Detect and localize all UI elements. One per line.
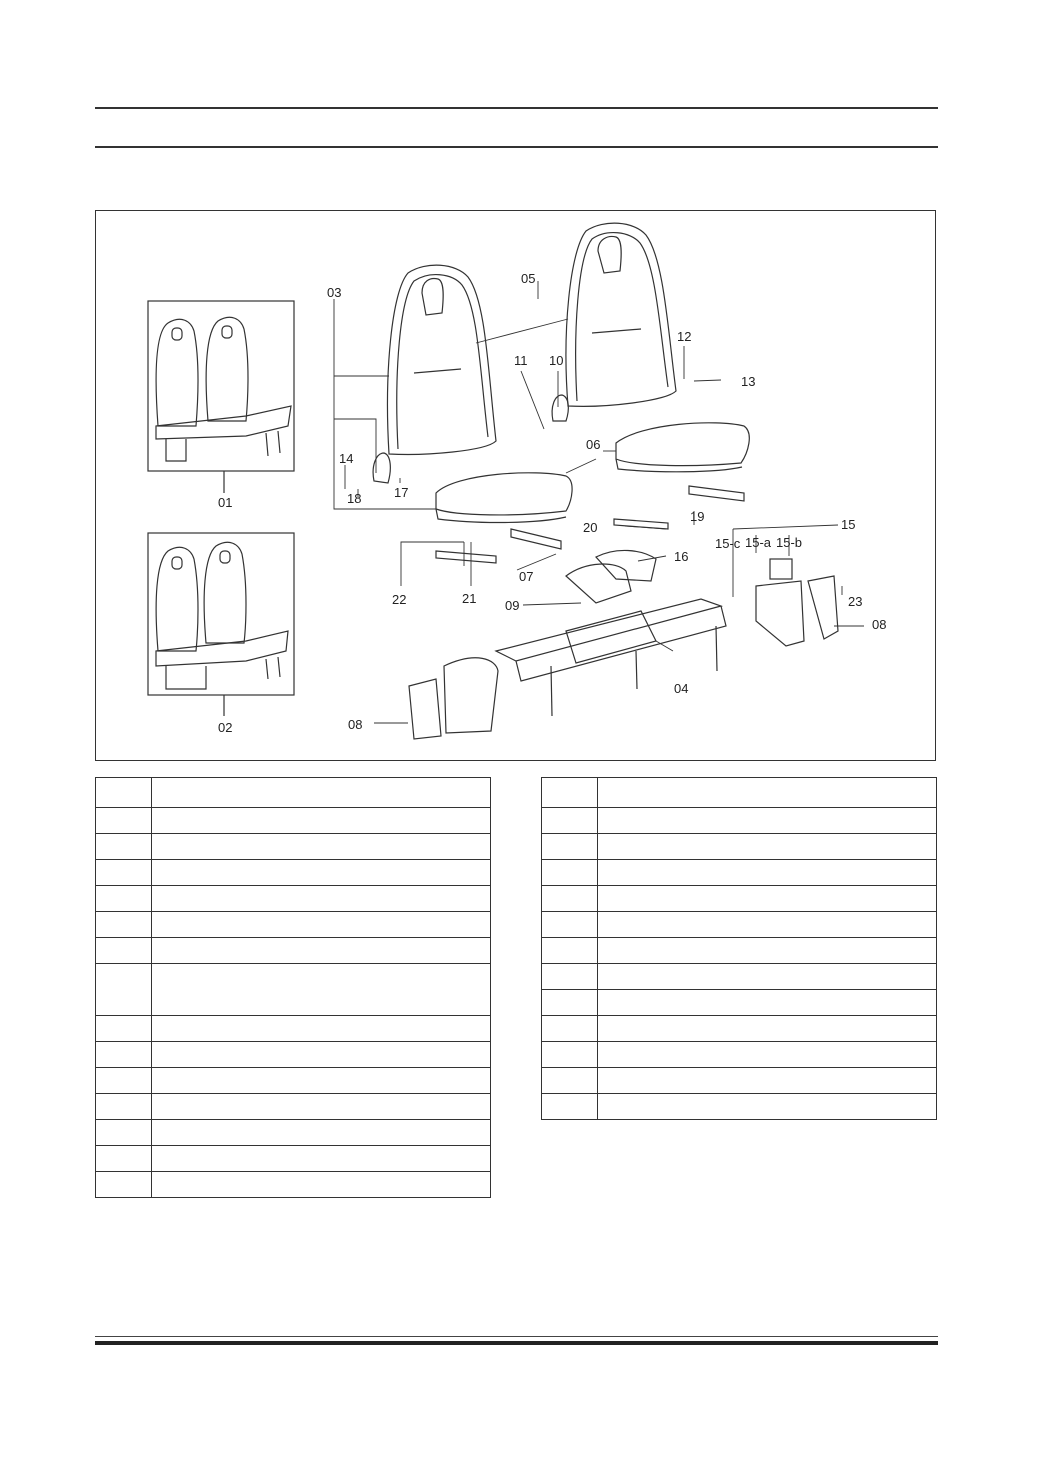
part-description-cell: [598, 1068, 937, 1094]
part-description-cell: [152, 1172, 491, 1198]
parts-table-row: [96, 834, 491, 860]
inset-box-01: [148, 301, 294, 471]
hinge-right: [552, 395, 568, 421]
callout-05: 05: [521, 271, 536, 286]
callout-04: 04: [674, 681, 689, 696]
part-number-cell: [542, 834, 598, 860]
side-panel-front: [444, 658, 498, 733]
callout-02: 02: [218, 720, 233, 735]
parts-table-row: [542, 912, 937, 938]
seat-pair-illustration-01: [156, 317, 291, 461]
center-cover: [566, 564, 631, 603]
callout-12: 12: [677, 329, 692, 344]
rail-right-b: [689, 486, 744, 501]
callout-19: 19: [690, 509, 705, 524]
parts-table-row: [542, 778, 937, 808]
part-description-cell: [598, 1094, 937, 1120]
part-number-cell: [96, 964, 152, 1016]
parts-table-row: [542, 938, 937, 964]
part-description-cell: [152, 1042, 491, 1068]
part-number-cell: [542, 1042, 598, 1068]
part-description-cell: [598, 834, 937, 860]
parts-table-row: [542, 1016, 937, 1042]
part-number-cell: [96, 1120, 152, 1146]
callout-09: 09: [505, 598, 520, 613]
rail-left-a: [436, 551, 496, 563]
parts-table-row: [96, 964, 491, 1016]
parts-table-row: [96, 860, 491, 886]
callout-22: 22: [392, 592, 407, 607]
side-panel-rear: [756, 581, 804, 646]
header-rule-bottom: [95, 146, 938, 148]
part-15b: [770, 559, 792, 579]
exploded-seat-diagram: [95, 210, 936, 761]
base-frame: [496, 599, 726, 716]
parts-table-row: [96, 808, 491, 834]
parts-table-row: [96, 778, 491, 808]
parts-table-row: [96, 1094, 491, 1120]
cover-16: [596, 550, 656, 581]
part-number-cell: [96, 1042, 152, 1068]
callout-17: 17: [394, 485, 409, 500]
part-number-cell: [96, 1094, 152, 1120]
callout-15-b: 15-b: [776, 535, 803, 550]
part-description-cell: [598, 990, 937, 1016]
left-seat-cushion: [436, 473, 572, 523]
parts-table-row: [542, 1094, 937, 1120]
part-description-cell: [152, 938, 491, 964]
callout-21: 21: [462, 591, 477, 606]
part-description-cell: [598, 1042, 937, 1068]
part-description-cell: [598, 860, 937, 886]
part-number-cell: [96, 886, 152, 912]
part-description-cell: [152, 1146, 491, 1172]
parts-table-right: [541, 777, 937, 1120]
footer-rule-thin: [95, 1336, 938, 1337]
part-number-cell: [542, 964, 598, 990]
part-description-cell: [152, 834, 491, 860]
callout-03: 03: [327, 285, 342, 300]
part-description-cell: [152, 1016, 491, 1042]
callout-16: 16: [674, 549, 689, 564]
part-number-cell: [96, 912, 152, 938]
right-backrest: [566, 223, 676, 406]
part-number-cell: [96, 938, 152, 964]
parts-table-row: [96, 886, 491, 912]
part-description-cell: [152, 1068, 491, 1094]
callout-08-front: 08: [348, 717, 363, 732]
part-number-cell: [96, 834, 152, 860]
parts-table-row: [96, 1068, 491, 1094]
callout-08-rear: 08: [872, 617, 887, 632]
side-trim-front: [409, 679, 441, 739]
parts-table-row: [542, 886, 937, 912]
part-number-cell: [542, 1016, 598, 1042]
callout-10: 10: [549, 353, 564, 368]
footer-rule-thick: [95, 1341, 938, 1345]
part-number-cell: [542, 1068, 598, 1094]
callout-11: 11: [514, 353, 528, 368]
right-seat-cushion: [616, 423, 749, 472]
callout-15-c: 15-c: [715, 536, 741, 551]
part-description-cell: [152, 1094, 491, 1120]
parts-table-row: [542, 1042, 937, 1068]
callout-15: 15: [841, 517, 856, 532]
parts-table-left: [95, 777, 491, 1198]
parts-table-row: [96, 1172, 491, 1198]
part-number-cell: [96, 860, 152, 886]
left-backrest: [388, 265, 496, 454]
part-number-cell: [96, 808, 152, 834]
part-description-cell: [598, 1016, 937, 1042]
parts-table-row: [542, 808, 937, 834]
diagram-canvas: [96, 211, 935, 760]
part-description-cell: [598, 778, 937, 808]
callout-13: 13: [741, 374, 756, 389]
part-description-cell: [152, 778, 491, 808]
callout-07: 07: [519, 569, 534, 584]
part-description-cell: [598, 964, 937, 990]
parts-table-row: [96, 1042, 491, 1068]
parts-table-row: [542, 860, 937, 886]
callout-23: 23: [848, 594, 863, 609]
part-description-cell: [152, 912, 491, 938]
parts-table-row: [96, 1016, 491, 1042]
header-rule-top: [95, 107, 938, 109]
part-description-cell: [152, 964, 491, 1016]
part-number-cell: [96, 778, 152, 808]
part-description-cell: [598, 938, 937, 964]
part-description-cell: [152, 808, 491, 834]
part-number-cell: [542, 912, 598, 938]
parts-table-row: [542, 1068, 937, 1094]
rail-left-b: [511, 529, 561, 549]
parts-table-row: [96, 1120, 491, 1146]
part-number-cell: [542, 1094, 598, 1120]
part-number-cell: [96, 1146, 152, 1172]
part-number-cell: [542, 860, 598, 886]
callout-14: 14: [339, 451, 354, 466]
inset-box-02: [148, 533, 294, 695]
part-description-cell: [152, 860, 491, 886]
part-description-cell: [598, 886, 937, 912]
parts-table-row: [96, 912, 491, 938]
part-number-cell: [542, 938, 598, 964]
callout-01: 01: [218, 495, 233, 510]
parts-table-row: [96, 938, 491, 964]
parts-table-row: [96, 1146, 491, 1172]
parts-table-row: [542, 964, 937, 990]
callout-06: 06: [586, 437, 601, 452]
parts-table-row: [542, 834, 937, 860]
parts-table-row: [542, 990, 937, 1016]
seat-pair-illustration-02: [156, 542, 288, 689]
part-description-cell: [598, 912, 937, 938]
part-description-cell: [598, 808, 937, 834]
part-number-cell: [96, 1016, 152, 1042]
side-trim-rear: [808, 576, 838, 639]
part-description-cell: [152, 886, 491, 912]
part-description-cell: [152, 1120, 491, 1146]
part-number-cell: [542, 778, 598, 808]
part-number-cell: [96, 1068, 152, 1094]
part-number-cell: [96, 1172, 152, 1198]
callout-labels: [218, 271, 886, 735]
part-number-cell: [542, 808, 598, 834]
callout-20: 20: [583, 520, 598, 535]
callout-15-a: 15-a: [745, 535, 772, 550]
part-number-cell: [542, 990, 598, 1016]
part-number-cell: [542, 886, 598, 912]
callout-18: 18: [347, 491, 362, 506]
